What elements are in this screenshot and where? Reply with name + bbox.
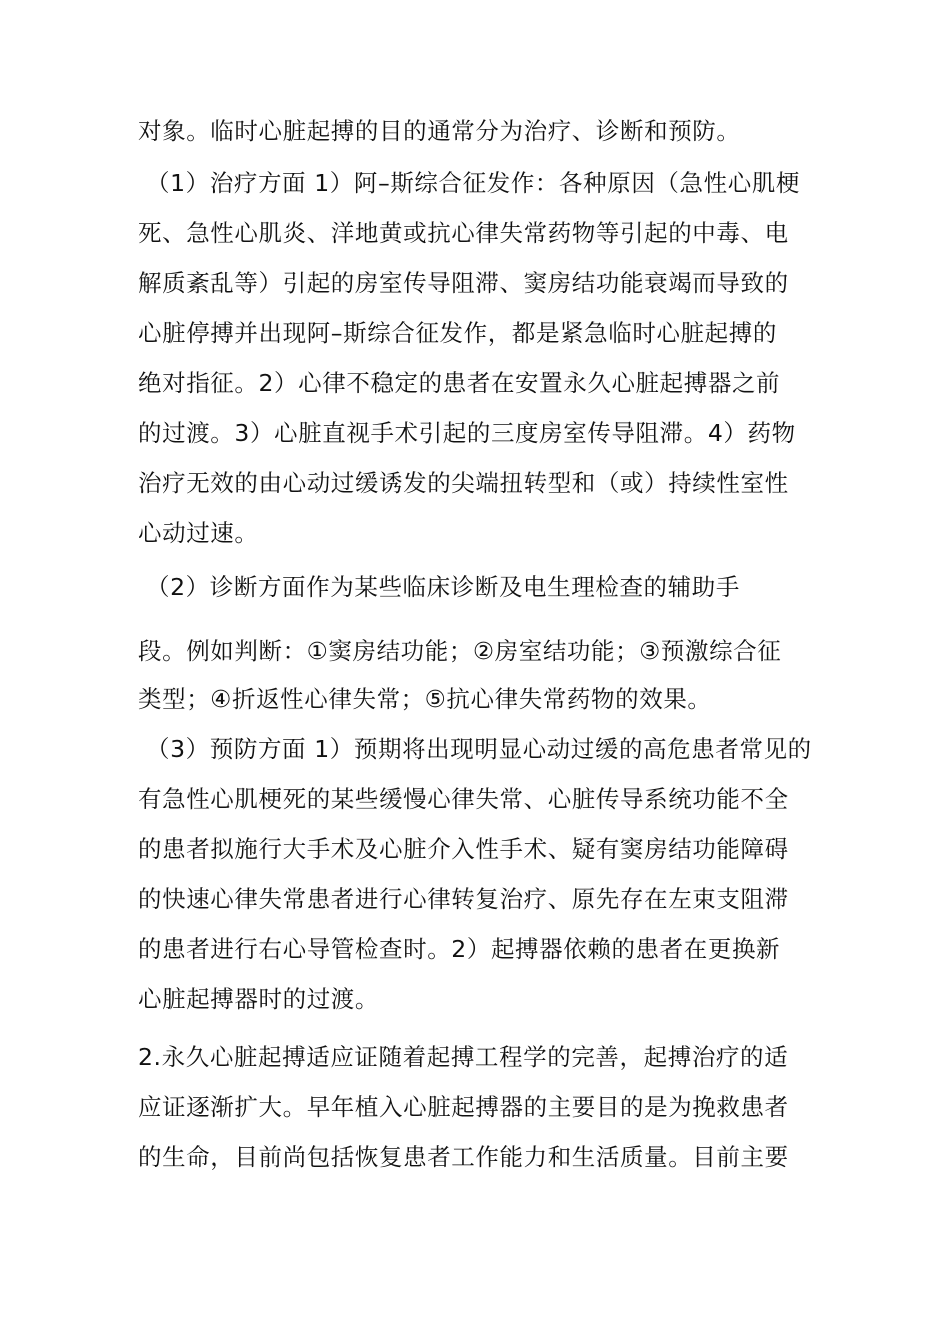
text-line: 死、急性心肌炎、洋地黄或抗心律失常药物等引起的中毒、电 <box>138 219 789 247</box>
text-line: 心脏起搏器时的过渡。 <box>138 985 379 1013</box>
text-line: 应证逐渐扩大。早年植入心脏起搏器的主要目的是为挽救患者 <box>138 1093 789 1121</box>
text-line: 段。例如判断：①窦房结功能；②房室结功能；③预激综合征 <box>138 637 782 665</box>
text-line: 的过渡。3）心脏直视手术引起的三度房室传导阻滞。4）药物 <box>138 419 796 447</box>
text-line: 心脏停搏并出现阿–斯综合征发作，都是紧急临时心脏起搏的 <box>138 319 777 347</box>
text-line: （3）预防方面 1）预期将出现明显心动过缓的高危患者常见的 <box>146 735 812 763</box>
text-line: 的快速心律失常患者进行心律转复治疗、原先存在左束支阻滞 <box>138 885 789 913</box>
text-line: 类型；④折返性心律失常；⑤抗心律失常药物的效果。 <box>138 685 712 713</box>
text-line: （1）治疗方面 1）阿–斯综合征发作：各种原因（急性心肌梗 <box>146 169 801 197</box>
text-line: 心动过速。 <box>138 519 259 547</box>
text-line: 的患者进行右心导管检查时。2）起搏器依赖的患者在更换新 <box>138 935 781 963</box>
text-line: 解质紊乱等）引起的房室传导阻滞、窦房结功能衰竭而导致的 <box>138 269 789 297</box>
text-line: 对象。临时心脏起搏的目的通常分为治疗、诊断和预防。 <box>138 117 741 145</box>
text-line: 的患者拟施行大手术及心脏介入性手术、疑有窦房结功能障碍 <box>138 835 789 863</box>
text-line: 的生命，目前尚包括恢复患者工作能力和生活质量。目前主要 <box>138 1143 789 1171</box>
text-line: （2）诊断方面作为某些临床诊断及电生理检查的辅助手 <box>146 573 740 601</box>
text-line: 有急性心肌梗死的某些缓慢心律失常、心脏传导系统功能不全 <box>138 785 789 813</box>
text-line: 治疗无效的由心动过缓诱发的尖端扭转型和（或）持续性室性 <box>138 469 789 497</box>
text-line: 2.永久心脏起搏适应证随着起搏工程学的完善，起搏治疗的适 <box>138 1043 789 1071</box>
text-line: 绝对指征。2）心律不稳定的患者在安置永久心脏起搏器之前 <box>138 369 781 397</box>
